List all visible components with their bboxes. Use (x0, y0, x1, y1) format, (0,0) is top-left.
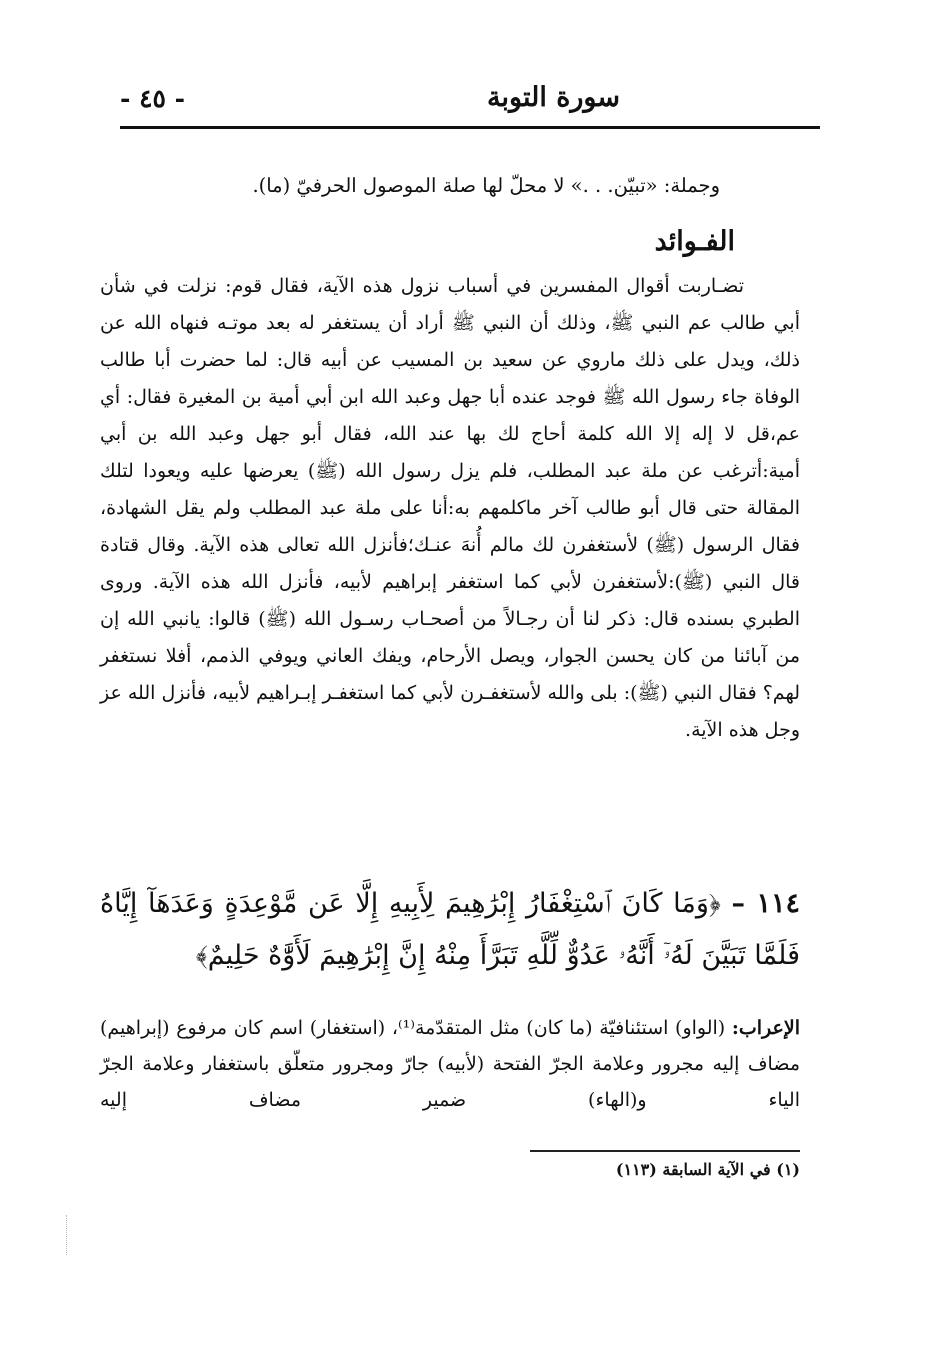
grammar-text: (الواو) استئنافيّة (ما كان) مثل المتقدّمة⁽¹⁾، (استغفار) اسم كان مرفوع (إبراهيم) مضاف إليه مجرور وعلامة الجرّ الفتحة (لأبيه) جارّ ومجرور متعلّق باستغفار وعلامة الجرّ الياء و(الهاء) ضمير مضاف إليه (100, 1017, 800, 1111)
benefits-paragraph: تضـاربت أقوال المفسرين في أسباب نزول هذه الآية، فقال قوم: نزلت في شأن أبي طالب عم النبي ﷺ، وذلك أن النبي ﷺ أراد أن يستغفر له بعد موتـه فنهاه الله عن ذلك، ويدل على ذلك ماروي عن سعيد بن المسيب عن أبيه قال: لما حضرت أبا طالب الوفاة جاء رسول الله ﷺ فوجد عنده أبا جهل وعبد الله ابن أبي أمية بن المغيرة فقال: أي عم،قل لا إله إلا الله كلمة أحاج لك بها عند الله، فقال أبو جهل وعبد الله بن أبي أمية:أترغب عن ملة عبد المطلب، فلم يزل رسول الله (ﷺ) يعرضها عليه ويعودا لتلك المقالة حتى قال أبو طالب آخر ماكلمهم به:أنا على ملة عبد المطلب ولم يقل الشهادة، فقال الرسول (ﷺ) لأستغفرن لك مالم أُنهَ عنـك؛فأنزل الله تعالى هذه الآية. وقال قتادة قال النبي (ﷺ):لأستغفرن لأبي كما استغفر إبراهيم لأبيه، فأنزل الله هذه الآية. وروى الطبري بسنده قال: ذكر لنا أن رجـالاً من أصحـاب رسـول الله (ﷺ) قالوا: يانبي الله إن من آبائنا من كان يحسن الجوار، ويصل الأرحام، ويفك العاني ويوفي الذمم، أفلا نستغفر لهم؟ فقال النبي (ﷺ): بلى والله لأستغفـرن لأبي كما استغفـر إبـراهيم لأبيه، فأنزل الله عز وجل هذه الآية. (100, 275, 800, 741)
footnote-divider (530, 1150, 800, 1152)
grammar-analysis (100, 1010, 800, 1118)
header-divider (120, 126, 820, 129)
verse-text: ﴿وَمَا كَانَ ٱسْتِغْفَارُ إِبْرَٰهِيمَ لِأَبِيهِ إِلَّا عَن مَّوْعِدَةٍ وَعَدَهَآ إِيَّاهُ فَلَمَّا تَبَيَّنَ لَهُۥٓ أَنَّهُۥ عَدُوٌّ لِّلَّهِ تَبَرَّأَ مِنْهُ إِنَّ إِبْرَٰهِيمَ لَأَوَّٰهٌ حَلِيمٌ﴾ (100, 888, 800, 971)
grammar-label: الإعراب: (731, 1017, 800, 1039)
page-header (120, 78, 820, 126)
surah-title: سورة التوبة (487, 82, 620, 113)
verse-number: ١١٤ – (731, 888, 800, 919)
footnote: (١) في الآية السابقة (١١٣) (615, 1160, 800, 1179)
scan-artifact (66, 1215, 69, 1255)
benefits-section (100, 268, 800, 749)
intro-sentence: وجملة: «تبيّن. . .» لا محلّ لها صلة الموصول الحرفيّ (ما). (252, 174, 720, 197)
quran-verse (100, 878, 800, 982)
page-number: - ٤٥ - (120, 84, 186, 113)
section-heading: الفـوائد (654, 226, 735, 257)
